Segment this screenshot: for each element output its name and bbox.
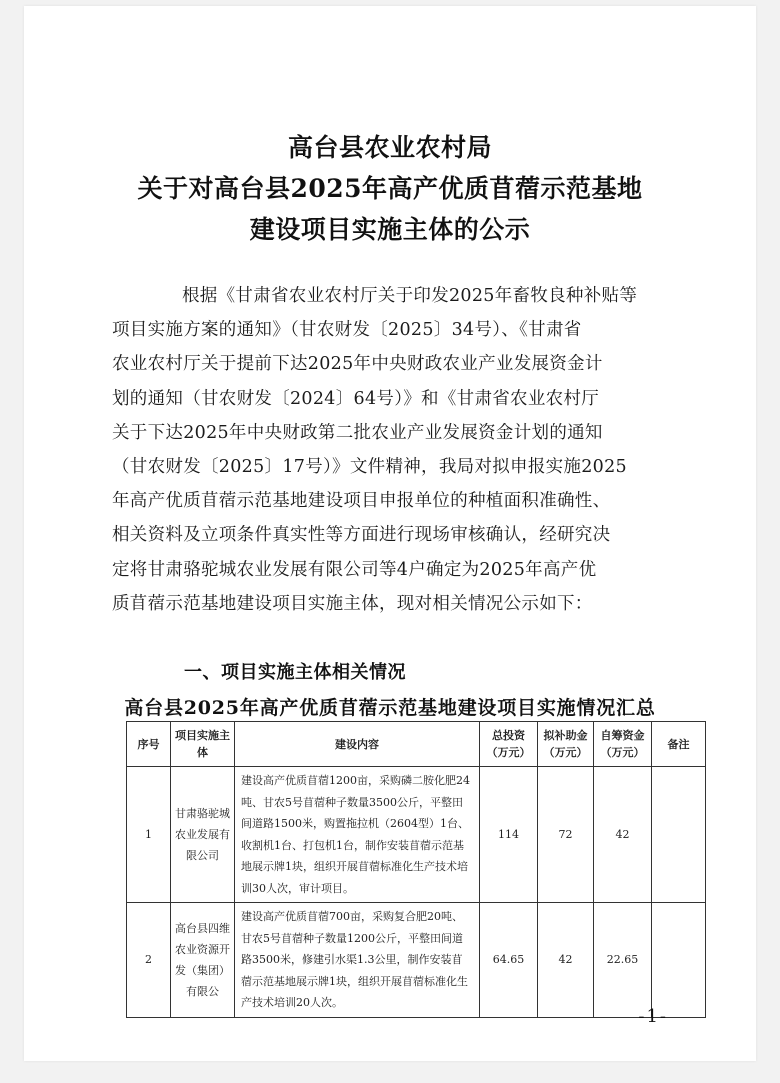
header-cell-entity: 项目实施主体 bbox=[171, 722, 235, 767]
body-line: 相关资料及立项条件真实性等方面进行现场审核确认，经研究决 bbox=[112, 525, 611, 546]
body-line: 根据《甘肃省农业农村厅关于印发2025年畜牧良种补贴等 bbox=[182, 286, 638, 306]
section-heading: 一、项目实施主体相关情况 bbox=[184, 662, 406, 683]
document-title-line-1: 高台县农业农村局 bbox=[287, 133, 492, 162]
header-cell-content: 建设内容 bbox=[235, 722, 480, 767]
cell-subsidy: 42 bbox=[538, 903, 594, 1018]
body-line: 项目实施方案的通知》（甘农财发〔2025〕34号）、《甘肃省 bbox=[112, 320, 582, 341]
cell-no: 1 bbox=[127, 767, 171, 903]
document-title-line-3: 建设项目实施主体的公示 bbox=[249, 215, 531, 244]
cell-content: 建设高产优质苜蓿1200亩，采购磷二胺化肥24吨、甘农5号苜蓿种子数量3500公斤，平整田间道路1500米，购置拖拉机（2604型）1台、收割机1台、打包机1台，制作安装苜蓿示范基地展示牌1块，组织开展苜蓿标准化生产技术培训30人次，审计项目。 bbox=[235, 767, 480, 903]
cell-content: 建设高产优质苜蓿700亩，采购复合肥20吨、甘农5号苜蓿种子数量1200公斤，平整田间道路3500米，修建引水渠1.3公里，制作安装苜蓿示范基地展示牌1块，组织开展苜蓿标准化生产技术培训20人次。 bbox=[235, 903, 480, 1018]
table-header-row bbox=[127, 722, 706, 767]
body-line: 年高产优质苜蓿示范基地建设项目申报单位的种植面积准确性、 bbox=[112, 491, 611, 512]
cell-subsidy: 72 bbox=[538, 767, 594, 903]
page-number: -1- bbox=[638, 1006, 668, 1027]
cell-no: 2 bbox=[127, 903, 171, 1018]
body-line: 质苜蓿示范基地建设项目实施主体，现对相关情况公示如下： bbox=[112, 593, 593, 614]
body-line: （甘农财发〔2025〕17号）》文件精神，我局对拟申报实施2025 bbox=[112, 457, 627, 478]
body-line: 划的通知（甘农财发〔2024〕64号）》和《甘肃省农业农村厅 bbox=[112, 388, 600, 409]
header-cell-self-funding: 自筹资金（万元） bbox=[594, 722, 652, 767]
cell-self-funding: 42 bbox=[594, 767, 652, 903]
cell-entity: 高台县四维农业资源开发（集团）有限公 bbox=[171, 903, 235, 1018]
cell-note bbox=[652, 767, 706, 903]
cell-note bbox=[652, 903, 706, 1018]
table-title: 高台县2025年高产优质苜蓿示范基地建设项目实施情况汇总 bbox=[124, 697, 656, 719]
body-line: 农业农村厅关于提前下达2025年中央财政农业产业发展资金计 bbox=[112, 354, 603, 375]
header-cell-subsidy: 拟补助金（万元） bbox=[538, 722, 594, 767]
document-title-line-2: 关于对高台县2025年高产优质苜蓿示范基地 bbox=[137, 174, 643, 203]
header-cell-no: 序号 bbox=[127, 722, 171, 767]
body-line: 关于下达2025年中央财政第二批农业产业发展资金计划的通知 bbox=[112, 422, 603, 443]
cell-entity: 甘肃骆驼城农业发展有限公司 bbox=[171, 767, 235, 903]
body-paragraph bbox=[112, 279, 712, 621]
cell-total: 114 bbox=[480, 767, 538, 903]
header-cell-note: 备注 bbox=[652, 722, 706, 767]
table-row bbox=[127, 903, 706, 1018]
header-cell-total: 总投资（万元） bbox=[480, 722, 538, 767]
document-page bbox=[24, 6, 756, 1061]
body-line: 定将甘肃骆驼城农业发展有限公司等4户确定为2025年高产优 bbox=[112, 559, 597, 580]
cell-total: 64.65 bbox=[480, 903, 538, 1018]
table-row bbox=[127, 767, 706, 903]
summary-table bbox=[126, 721, 706, 1018]
cell-self-funding: 22.65 bbox=[594, 903, 652, 1018]
